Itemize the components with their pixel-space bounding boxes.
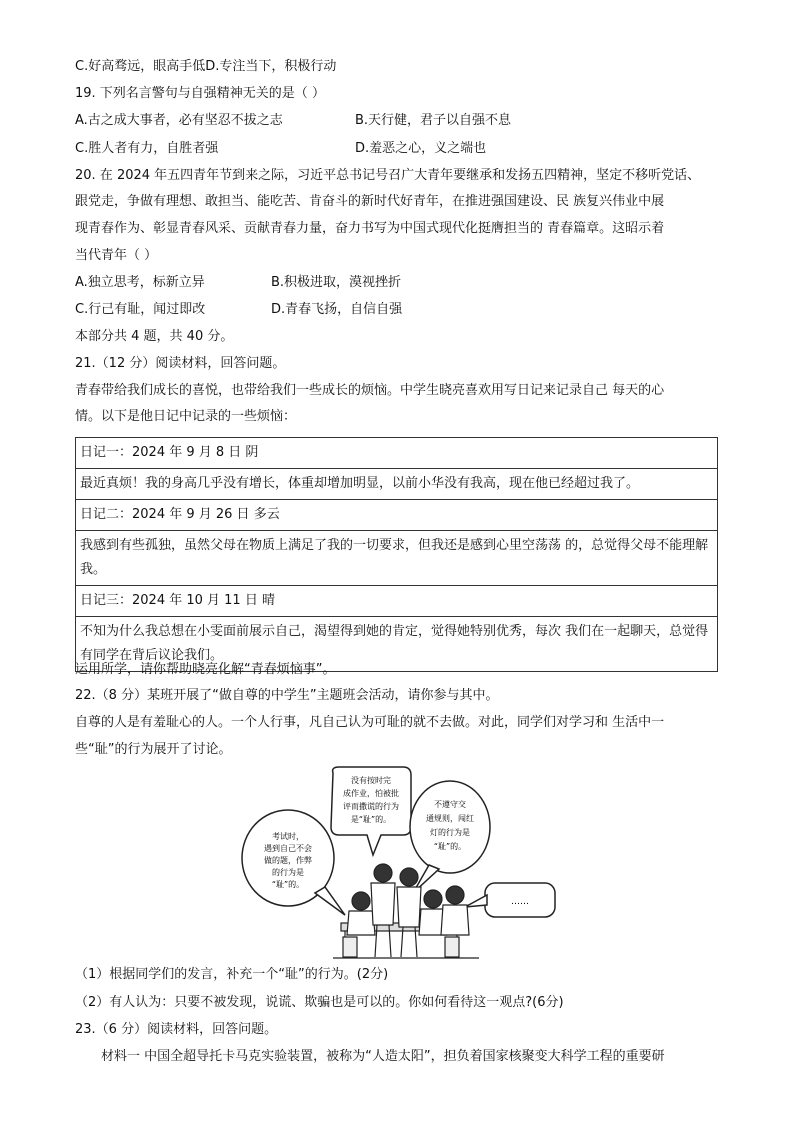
bubble-right-line3: 灯的行为是: [430, 828, 470, 837]
q18-option-d: D.专注当下，积极行动: [205, 59, 337, 74]
bubble-left-line3: 做的题，作弊: [264, 856, 312, 865]
bubble-left-line4: 的行为是: [272, 868, 304, 877]
q20-stem-line3: 现青春作为、彰显青春风采、贡献青春力量，奋力书写为中国式现代化挺膺担当的 青春篇章。这昭示着: [75, 221, 665, 236]
bubble-mid-line2: 成作业，怕被批: [343, 789, 399, 798]
bubble-right-line4: “耻”的。: [433, 842, 467, 851]
bubble-left-line2: 遇到自己不会: [264, 844, 312, 853]
bubble-mid-line3: 评而撒谎的行为: [343, 802, 399, 811]
q21-stem: 21.（12 分）阅读材料，回答问题。: [75, 356, 286, 371]
students-group: [333, 864, 479, 958]
q20-option-c: C.行己有耻，闻过即改: [75, 302, 206, 317]
q22-intro-line1: 自尊的人是有羞耻心的人。一个人行事，凡自己认为可耻的就不去做。对此，同学们对学习和 生活中一: [75, 715, 665, 730]
bubble-mid-line1: 没有按时完: [351, 776, 391, 785]
diary-table: [75, 437, 718, 672]
section-note: 本部分共 4 题，共 40 分。: [75, 329, 234, 344]
q22-sub2: （2）有人认为：只要不被发现，说谎、欺骗也是可以的。你如何看待这一观点?(6分): [75, 995, 564, 1010]
speech-bubble-blank: [465, 883, 555, 917]
diary-3-header: 日记三：2024 年 10 月 11 日 晴: [76, 586, 718, 617]
q20-stem-line2: 跟党走，争做有理想、敢担当、能吃苦、肯奋斗的新时代好青年，在推进强国建设、民 族复兴伟业中展: [75, 194, 665, 209]
bubble-mid-line4: 是“耻”的。: [350, 815, 392, 824]
q19-option-a: A.古之成大事者，必有坚忍不拔之志: [75, 113, 283, 128]
q19-option-b: B.天行健，君子以自强不息: [355, 113, 512, 128]
diary-1-body: 最近真烦！我的身高几乎没有增长，体重却增加明显，以前小华没有我高，现在他已经超过我了。: [76, 469, 718, 500]
q19-stem: 19. 下列名言警句与自强精神无关的是（ ）: [75, 86, 325, 101]
discussion-illustration: [233, 765, 563, 960]
q19-option-c: C.胜人者有力，自胜者强: [75, 141, 219, 156]
diary-1-header: 日记一：2024 年 9 月 8 日 阴: [76, 438, 718, 469]
q20-stem-line4: 当代青年（ ）: [75, 248, 158, 263]
bubble-left-line5: “耻”的。: [271, 880, 305, 889]
diary-2-header: 日记二：2024 年 9 月 26 日 多云: [76, 500, 718, 531]
q23-stem: 23.（6 分）阅读材料，回答问题。: [75, 1022, 278, 1037]
q22-sub1: （1）根据同学们的发言，补充一个“耻”的行为。(2分): [75, 967, 389, 982]
q18-option-c: C.好高骛远，眼高手低: [75, 59, 206, 74]
q21-intro-line1: 青春带给我们成长的喜悦，也带给我们一些成长的烦恼。中学生晓亮喜欢用写日记来记录自己 每天的心: [75, 383, 665, 398]
q20-option-d: D.青春飞扬，自信自强: [271, 302, 403, 317]
q18-options-cd: [75, 57, 336, 77]
speech-bubble-left: [242, 810, 345, 915]
q20-option-a: A.独立思考，标新立异: [75, 275, 205, 290]
bubble-right-line2: 通规则，闯红: [426, 814, 474, 823]
bubble-left-line1: 考试时，: [272, 832, 304, 841]
q19-option-d: D.羞恶之心，义之端也: [355, 141, 487, 156]
q22-intro-line2: 些“耻”的行为展开了讨论。: [75, 742, 232, 757]
speech-bubble-right: [410, 781, 490, 893]
q21-task: 运用所学，请你帮助晓亮化解“青春烦恼事”。: [75, 662, 336, 677]
q20-stem-line1: 20. 在 2024 年五四青年节到来之际，习近平总书记号召广大青年要继承和发扬五四精神，坚定不移听党话、: [75, 168, 701, 183]
diary-2-body: 我感到有些孤独，虽然父母在物质上满足了我的一切要求，但我还是感到心里空荡荡 的，总觉得父母不能理解我。: [76, 531, 718, 586]
q23-material-line1: 材料一 中国全超导托卡马克实验装置，被称为“人造太阳”，担负着国家核聚变大科学工程的重要研: [101, 1049, 665, 1064]
q22-stem: 22.（8 分）某班开展了“做自尊的中学生”主题班会活动，请你参与其中。: [75, 688, 499, 703]
q20-option-b: B.积极进取，漠视挫折: [271, 275, 402, 290]
speech-bubble-middle: [331, 767, 411, 855]
diary-3-body: 不知为什么我总想在小雯面前展示自己，渴望得到她的肯定，觉得她特别优秀，每次 我们在一起聊天，总觉得有同学在背后议论我们。: [76, 617, 718, 672]
bubble-right-line1: 不遵守交: [434, 800, 466, 809]
bubble-blank-text: ……: [511, 897, 529, 907]
q21-intro-line2: 情。以下是他日记中记录的一些烦恼：: [75, 409, 297, 424]
